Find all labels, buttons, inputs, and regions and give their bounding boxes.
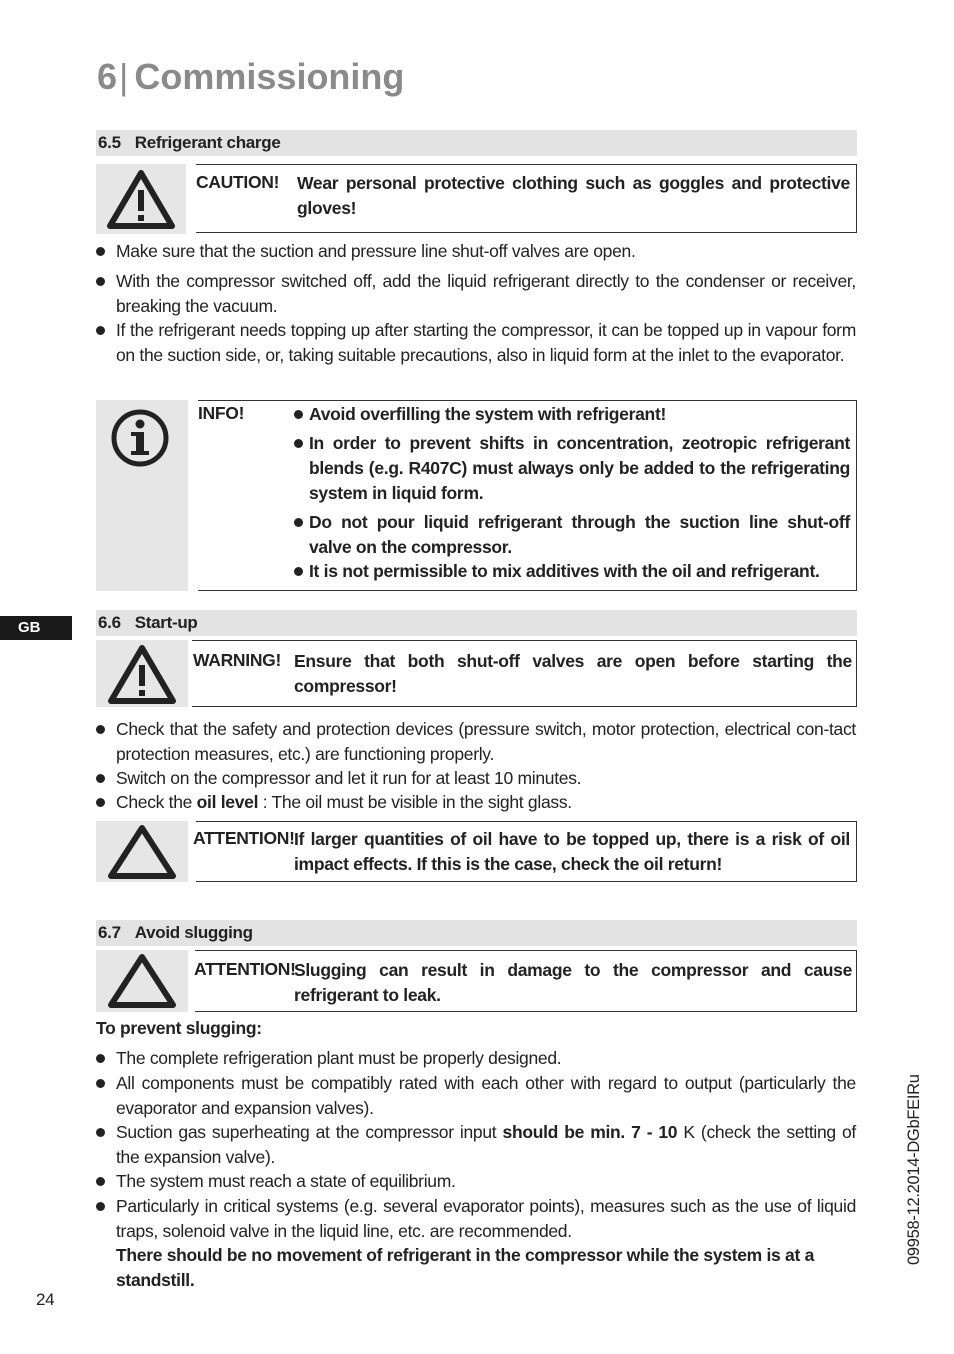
chapter-number: 6 [97, 56, 118, 97]
info-list-item: Do not pour liquid refrigerant through the suction line shut-off valve on the compressor. [294, 510, 850, 560]
list-item: The complete refrigeration plant must be properly designed. [96, 1046, 856, 1071]
list-item: Switch on the compressor and let it run for at least 10 minutes. [96, 766, 856, 791]
page-title [97, 56, 404, 98]
info-list-item: In order to prevent shifts in concentration, zeotropic refrigerant blends (e.g. R407C) must always only be added to the refrigerating system in liquid form. [294, 431, 850, 506]
warning-triangle-icon [107, 643, 177, 705]
bullet-icon [96, 774, 105, 783]
attention-label: ATTENTION! [194, 959, 296, 979]
section-title: Avoid slugging [134, 923, 253, 942]
bullet-icon [96, 725, 105, 734]
bullet-icon [294, 410, 303, 419]
final-note: There should be no movement of refrigerant in the compressor while the system is at a standstill. [116, 1245, 815, 1290]
list-item: The system must reach a state of equilibrium. [96, 1169, 856, 1194]
prevent-slugging-heading: To prevent slugging: [96, 1018, 262, 1038]
superheat-value: should be min. 7 - 10 [502, 1122, 678, 1142]
chapter-separator: | [119, 56, 129, 97]
bullet-icon [96, 247, 105, 256]
caution-text: Wear personal protective clothing such as goggles and protective gloves! [297, 173, 850, 218]
info-icon-box [96, 400, 188, 591]
section-title: Refrigerant charge [134, 133, 281, 152]
list-item: All components must be compatibly rated with each other with regard to output (particularly the evaporator and expansion valves). [96, 1071, 856, 1120]
info-icon [110, 408, 170, 468]
attention-icon-box [96, 950, 188, 1012]
section-heading-6-7 [96, 920, 857, 946]
attention-text: Slugging can result in damage to the compressor and cause refrigerant to leak. [294, 960, 852, 1005]
warning-icon-box [96, 640, 188, 707]
info-list-item: Avoid overfilling the system with refrigerant! [294, 402, 850, 427]
list-item: With the compressor switched off, add the liquid refrigerant directly to the condenser or receiver, breaking the vacuum. [96, 269, 856, 318]
section-heading-6-6 [96, 610, 857, 636]
list-item: Check that the safety and protection devices (pressure switch, motor protection, electrical con-tact protection measures, etc.) are functioning properly. [96, 717, 856, 766]
bullet-icon [96, 1128, 105, 1137]
section-number: 6.5 [98, 133, 121, 152]
list-item: Particularly in critical systems (e.g. several evaporator points), measures such as the use of liquid traps, solenoid valve in the liquid line, etc. are recommended. [96, 1194, 856, 1243]
bullet-icon [96, 326, 105, 335]
section-number: 6.7 [98, 923, 121, 942]
caution-label: CAUTION! [196, 172, 280, 192]
section-title: Start-up [134, 613, 198, 632]
bullet-icon [96, 798, 105, 807]
list-item: Check the oil level : The oil must be visible in the sight glass. [96, 790, 856, 815]
list-item: Make sure that the suction and pressure line shut-off valves are open. [96, 239, 856, 264]
document-code: 09958-12.2014-DGbFEIRu [905, 1074, 923, 1265]
caution-icon-box [96, 164, 186, 234]
list-item: If the refrigerant needs topping up after starting the compressor, it can be topped up in vapour form on the suction side, or, taking suitable precautions, also in liquid form at the inlet to the evaporator. [96, 318, 856, 367]
attention-icon-box [96, 821, 188, 882]
bullet-icon [96, 1079, 105, 1088]
oil-level-term: oil level [196, 792, 259, 812]
attention-triangle-icon [107, 953, 177, 1009]
section-number: 6.6 [98, 613, 121, 632]
bullet-icon [294, 439, 303, 448]
warning-triangle-icon [106, 168, 176, 230]
bullet-icon [294, 518, 303, 527]
info-label: INFO! [198, 403, 245, 423]
language-tab: GB [0, 616, 72, 640]
bullet-icon [294, 567, 303, 576]
warning-label: WARNING! [193, 650, 282, 670]
section-heading-6-5 [96, 130, 857, 156]
list-item: Suction gas superheating at the compressor input should be min. 7 - 10 K (check the setting of the expansion valve). [96, 1120, 856, 1169]
attention-label: ATTENTION! [193, 828, 295, 848]
chapter-title: Commissioning [134, 56, 405, 97]
warning-text: Ensure that both shut-off valves are open before starting the compressor! [294, 651, 852, 696]
attention-triangle-icon [107, 824, 177, 880]
page-number: 24 [36, 1290, 55, 1309]
info-list-item: It is not permissible to mix additives with the oil and refrigerant. [294, 559, 850, 584]
bullet-icon [96, 277, 105, 286]
attention-text: If larger quantities of oil have to be topped up, there is a risk of oil impact effects. If this is the case, check the oil return! [294, 829, 850, 874]
bullet-icon [96, 1177, 105, 1186]
bullet-icon [96, 1054, 105, 1063]
bullet-icon [96, 1202, 105, 1211]
